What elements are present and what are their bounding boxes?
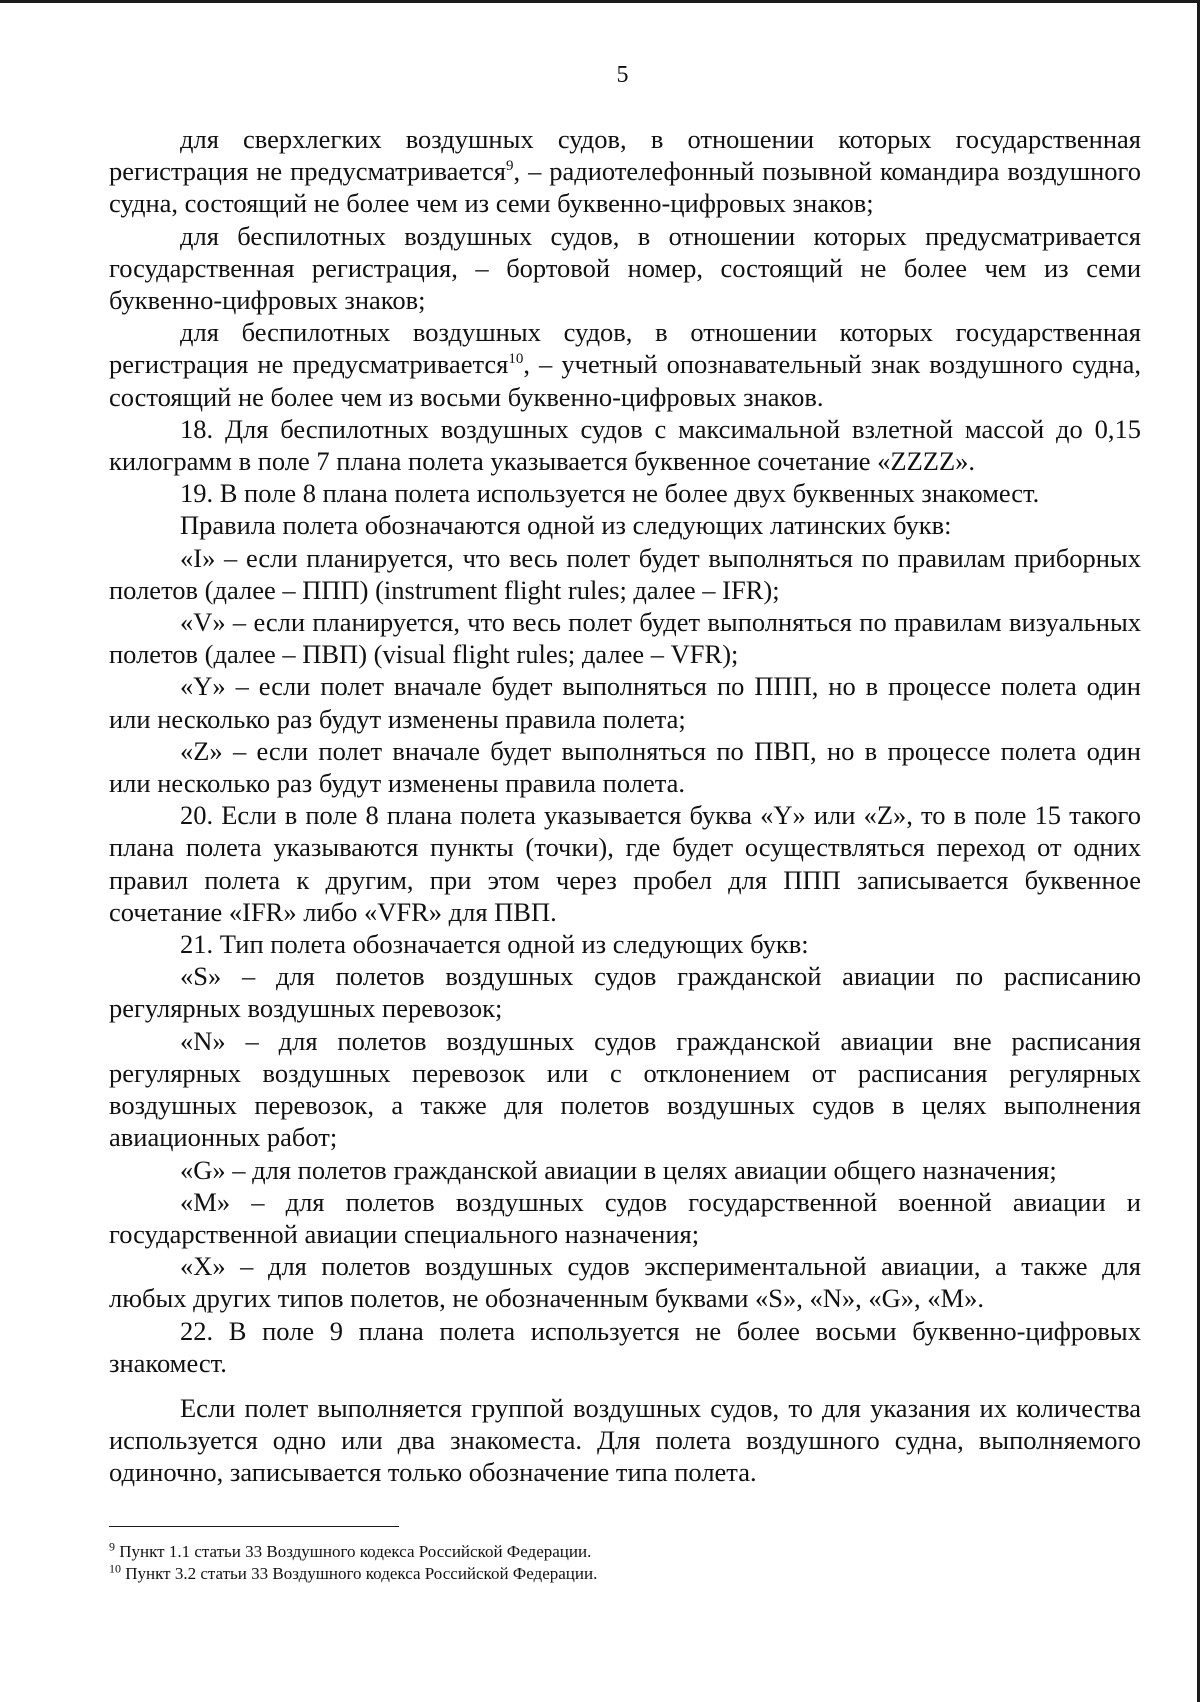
text-run: «M» – для полетов воздушных судов государственной военной авиации и государственной авиации специального назначения;: [109, 1186, 1141, 1249]
text-run: «I» – если планируется, что весь полет будет выполняться по правилам приборных полетов (далее – ППП) (instrument flight rules; далее – IFR);: [109, 542, 1141, 605]
paragraph: [109, 1315, 1141, 1379]
text-run: «S» – для полетов воздушных судов гражданской авиации по расписанию регулярных воздушных перевозок;: [109, 961, 1141, 1024]
text-run: Правила полета обозначаются одной из следующих латинских букв:: [180, 510, 952, 541]
text-run: для беспилотных воздушных судов, в отношении которых предусматривается государственная регистрация, – бортовой номер, состоящий не более чем из семи буквенно-цифровых знаков;: [109, 220, 1141, 316]
paragraph: [109, 509, 1141, 541]
footnote-text: Пункт 3.2 статьи 33 Воздушного кодекса Российской Федерации.: [121, 1564, 598, 1583]
footnote-text: Пункт 1.1 статьи 33 Воздушного кодекса Российской Федерации.: [115, 1542, 592, 1561]
paragraph: [109, 1186, 1141, 1250]
text-run: «Z» – если полет вначале будет выполняться по ПВП, но в процессе полета один или несколько раз будут изменены правила полета.: [109, 735, 1141, 799]
paragraph: [109, 1392, 1141, 1489]
paragraph: [109, 670, 1141, 734]
text-run: «N» – для полетов воздушных судов гражданской авиации вне расписания регулярных воздушных перевозок или с отклонением от расписания регулярных воздушных перевозок, а также для полетов воздушных судов в целях выполнения авиационных работ;: [109, 1025, 1141, 1153]
paragraph: [109, 477, 1141, 509]
page-top-edge: [0, 0, 1200, 3]
paragraph: [109, 799, 1141, 928]
page-number: 5: [616, 62, 629, 88]
text-run: 19. В поле 8 плана полета используется не более двух буквенных знакомест.: [180, 478, 1040, 509]
paragraph: [109, 542, 1141, 606]
footnote: [109, 1563, 1141, 1585]
text-run: «X» – для полетов воздушных судов экспериментальной авиации, а также для любых других типов полетов, не обозначенным буквами «S», «N», «G», «M».: [109, 1251, 1141, 1314]
paragraph: [109, 413, 1141, 477]
text-run: 20. Если в поле 8 плана полета указывается буква «Y» или «Z», то в поле 15 такого плана полета указываются пункты (точки), где будет осуществляться переход от одних правил полета к другим, при этом через пробел для ППП записывается буквенное сочетание «IFR» либо «VFR» для ПВП.: [109, 800, 1141, 927]
footnote-mark: 10: [109, 1561, 121, 1576]
paragraph: [109, 735, 1141, 799]
paragraph: [109, 220, 1141, 317]
footnote-reference: 9: [506, 158, 514, 175]
footnote-mark: 9: [109, 1539, 115, 1554]
paragraph: [109, 1154, 1141, 1186]
text-run: , – учетный опознавательный знак воздушного судна, состоящий не более чем из восьми буквенно-цифровых знаков.: [109, 349, 1141, 412]
text-run: Если полет выполняется группой воздушных судов, то для указания их количества используется одно или два знакоместа. Для полета воздушного судна, выполняемого одиночно, записывается только обозначение типа полета.: [109, 1392, 1141, 1488]
text-run: , – радиотелефонный позывной командира воздушного судна, состоящий не более чем из семи буквенно-цифровых знаков;: [109, 156, 1141, 219]
text-run: для беспилотных воздушных судов, в отношении которых государственная регистрация не предусматривается: [109, 317, 1141, 380]
paragraph: [109, 1025, 1141, 1154]
paragraph: [109, 960, 1141, 1024]
body-text: [109, 123, 1141, 1489]
text-run: 22. В поле 9 плана полета используется не более восьми буквенно-цифровых знакомест.: [109, 1315, 1141, 1378]
footnote-separator: [109, 1526, 399, 1527]
paragraph: [109, 123, 1141, 220]
text-run: «Y» – если полет вначале будет выполняться по ППП, но в процессе полета один или несколько раз будут изменены правила полета;: [109, 671, 1141, 734]
text-run: «V» – если планируется, что весь полет будет выполняться по правилам визуальных полетов (далее – ПВП) (visual flight rules; далее – VFR);: [109, 607, 1141, 670]
text-run: 21. Тип полета обозначается одной из следующих букв:: [180, 929, 809, 960]
paragraph: [109, 606, 1141, 670]
footnote-reference: 10: [508, 351, 524, 368]
paragraph: [109, 316, 1141, 413]
paragraph: [109, 1250, 1141, 1314]
paragraph: [109, 928, 1141, 960]
text-run: «G» – для полетов гражданской авиации в целях авиации общего назначения;: [180, 1154, 1057, 1185]
text-run: 18. Для беспилотных воздушных судов с максимальной взлетной массой до 0,15 килограмм в поле 7 плана полета указывается буквенное сочетание «ZZZZ».: [109, 413, 1141, 477]
footnotes: [109, 1541, 1141, 1585]
footnote: [109, 1541, 1141, 1563]
text-run: для сверхлегких воздушных судов, в отношении которых государственная регистрация не предусматривается: [109, 124, 1141, 187]
